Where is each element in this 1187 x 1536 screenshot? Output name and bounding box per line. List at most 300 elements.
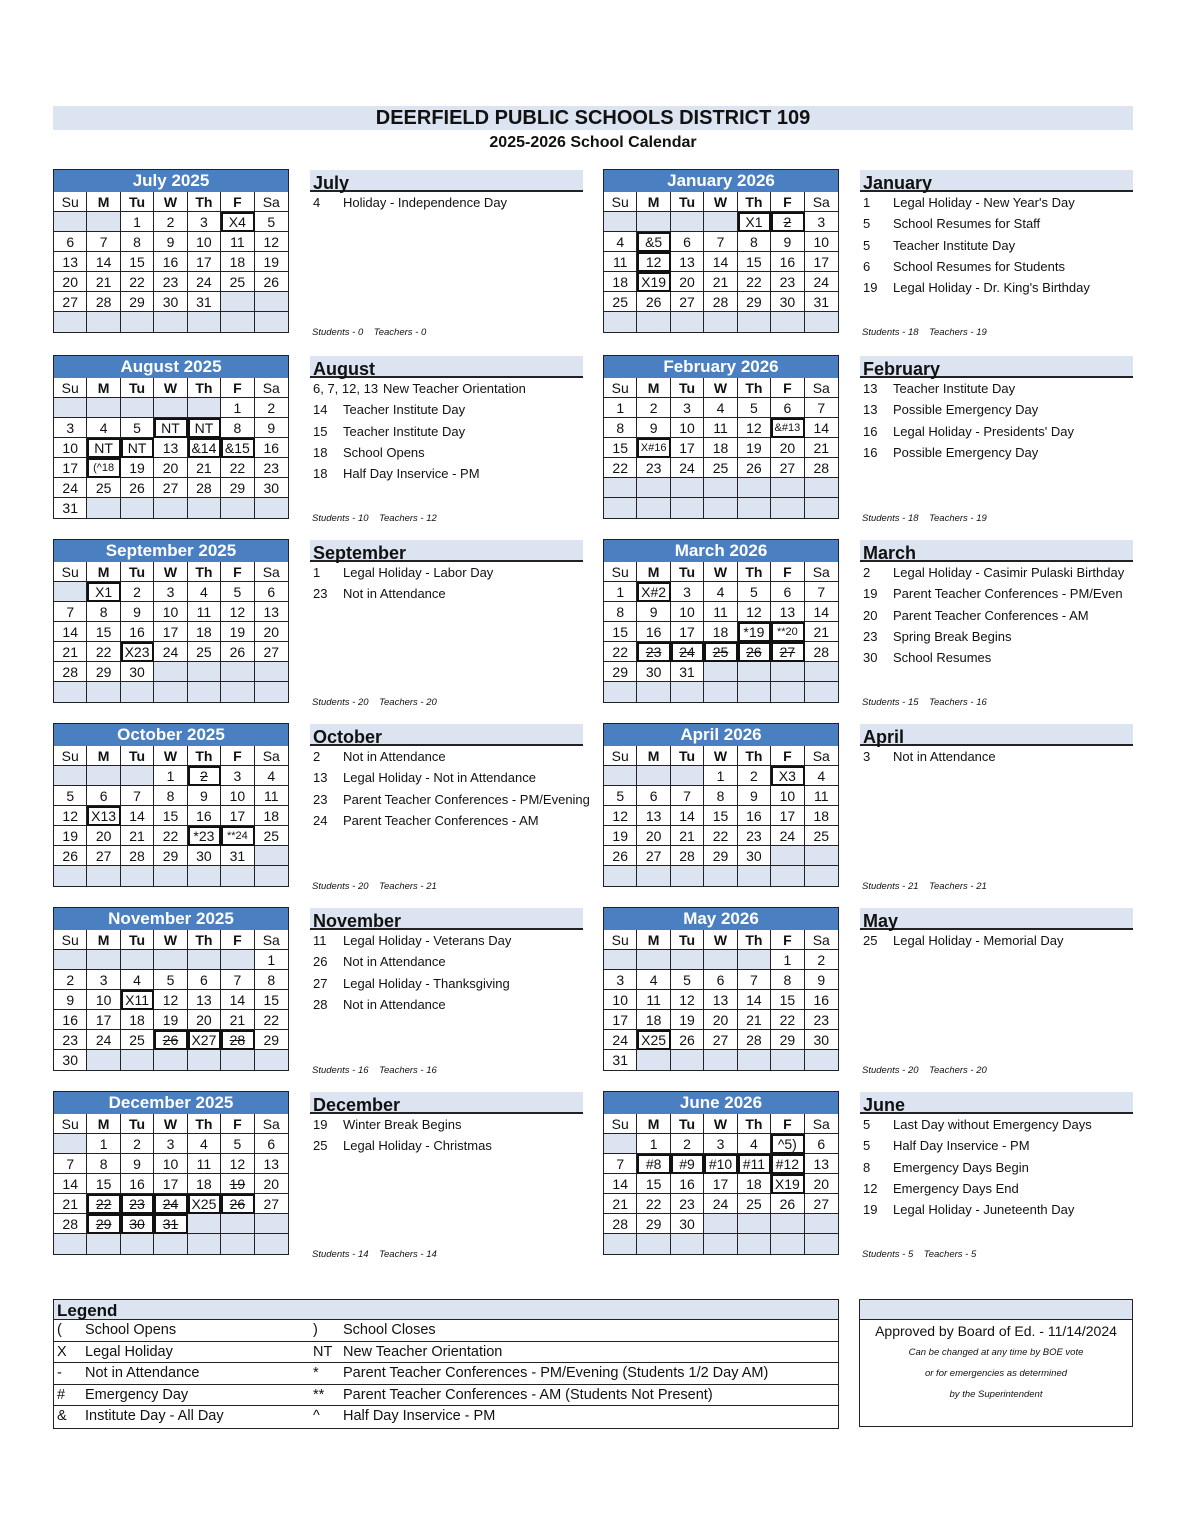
- day-cell: [771, 1214, 804, 1234]
- day-cell: 15: [704, 806, 737, 826]
- attendance-counts: Students - 16 Teachers - 16: [312, 1065, 437, 1076]
- month-grid: [54, 562, 288, 702]
- legend-label: Not in Attendance: [85, 1365, 200, 1381]
- day-cell: 23: [738, 826, 771, 846]
- day-cell: 28: [54, 662, 87, 682]
- day-cell: 6: [255, 582, 288, 602]
- day-cell: [221, 1050, 254, 1070]
- day-header: F: [221, 746, 254, 766]
- day-header: M: [87, 562, 120, 582]
- month-events-dec: [310, 1092, 583, 1157]
- day-cell: 24: [188, 272, 221, 292]
- day-cell: 10: [154, 1154, 187, 1174]
- day-cell: 19: [671, 1010, 704, 1030]
- day-cell: 18: [121, 1010, 154, 1030]
- day-cell: 6: [188, 970, 221, 990]
- event-item: [310, 442, 583, 463]
- month-grid: [54, 930, 288, 1070]
- day-cell: 17: [671, 438, 704, 458]
- day-cell: 28: [805, 458, 838, 478]
- day-cell: [221, 292, 254, 312]
- month-grid: [604, 562, 838, 702]
- day-cell: 9: [805, 970, 838, 990]
- day-header: Su: [604, 378, 637, 398]
- events-heading: May: [860, 908, 1133, 930]
- day-cell: [637, 478, 670, 498]
- day-header: Sa: [805, 562, 838, 582]
- day-cell: 22: [604, 642, 637, 662]
- day-cell: 14: [671, 806, 704, 826]
- day-cell: [604, 1134, 637, 1154]
- legend-title: Legend: [54, 1300, 838, 1320]
- day-cell: 28: [188, 478, 221, 498]
- day-cell: 12: [54, 806, 87, 826]
- day-cell: [87, 866, 120, 886]
- day-cell: 14: [805, 418, 838, 438]
- day-header: Th: [188, 562, 221, 582]
- event-item: [860, 647, 1133, 668]
- day-header: Su: [604, 192, 637, 212]
- legend-label: Parent Teacher Conferences - PM/Evening (Students 1/2 Day AM): [343, 1365, 769, 1381]
- event-date: 1: [863, 195, 871, 210]
- day-header: Tu: [671, 378, 704, 398]
- month-calendar-jun: [603, 1091, 839, 1255]
- day-cell: 17: [87, 1010, 120, 1030]
- event-date: 2: [863, 565, 871, 580]
- month-calendar-sep: [53, 539, 289, 703]
- event-item: [860, 277, 1133, 298]
- event-text: Not in Attendance: [343, 996, 446, 1012]
- day-cell: 3: [604, 970, 637, 990]
- day-cell: 3: [188, 212, 221, 232]
- attendance-counts: Students - 20 Teachers - 21: [312, 881, 437, 892]
- day-cell: [604, 766, 637, 786]
- legend-row: [54, 1320, 838, 1342]
- event-date: 5: [863, 1138, 871, 1154]
- event-date: 30: [863, 650, 878, 666]
- day-cell: 24: [54, 478, 87, 498]
- day-cell: [704, 312, 737, 332]
- day-cell: [738, 498, 771, 518]
- day-cell: 27: [805, 1194, 838, 1214]
- day-cell: [738, 478, 771, 498]
- day-cell: 4: [604, 232, 637, 252]
- event-text: Legal Holiday - Casimir Pulaski Birthday: [893, 565, 1125, 580]
- day-cell: 12: [154, 990, 187, 1010]
- day-cell: [221, 866, 254, 886]
- day-header: Th: [188, 192, 221, 212]
- event-date: 19: [863, 1202, 878, 1218]
- day-header: Sa: [255, 746, 288, 766]
- day-cell: [771, 498, 804, 518]
- day-cell: 8: [221, 418, 254, 438]
- day-cell: [54, 950, 87, 970]
- month-title: July 2025: [54, 170, 288, 192]
- day-cell: [87, 682, 120, 702]
- month-calendar-mar: [603, 539, 839, 703]
- legend-label: Institute Day - All Day: [85, 1408, 224, 1424]
- day-cell: 6: [54, 232, 87, 252]
- day-cell: 19: [255, 252, 288, 272]
- day-cell: 18: [637, 1010, 670, 1030]
- day-cell: [604, 1234, 637, 1254]
- day-header: F: [221, 1114, 254, 1134]
- day-cell: 24: [604, 1030, 637, 1050]
- day-cell: X13: [87, 806, 120, 826]
- day-cell: 5: [154, 970, 187, 990]
- day-cell: [805, 312, 838, 332]
- day-cell: [771, 312, 804, 332]
- event-text: Legal Holiday - Memorial Day: [893, 933, 1064, 948]
- day-cell: 30: [121, 1214, 154, 1234]
- event-text: School Resumes for Staff: [893, 216, 1041, 232]
- page-title: DEERFIELD PUBLIC SCHOOLS DISTRICT 109: [53, 106, 1133, 130]
- day-header: Th: [188, 746, 221, 766]
- day-cell: [221, 950, 254, 970]
- event-text: Spring Break Begins: [893, 628, 1012, 644]
- event-date: 4: [313, 195, 321, 210]
- day-cell: 4: [188, 582, 221, 602]
- events-heading: September: [310, 540, 583, 562]
- day-cell: [805, 1234, 838, 1254]
- day-cell: 16: [188, 806, 221, 826]
- day-header: M: [87, 192, 120, 212]
- day-cell: 3: [671, 398, 704, 418]
- day-cell: 23: [637, 458, 670, 478]
- day-cell: 28: [805, 642, 838, 662]
- day-cell: 4: [87, 418, 120, 438]
- day-cell: X19: [637, 272, 670, 292]
- day-cell: 23: [771, 272, 804, 292]
- day-cell: 12: [637, 252, 670, 272]
- day-cell: [805, 662, 838, 682]
- day-header: W: [704, 930, 737, 950]
- day-cell: [738, 1050, 771, 1070]
- day-cell: [671, 1234, 704, 1254]
- event-date: 18: [313, 444, 328, 460]
- day-header: Sa: [255, 930, 288, 950]
- day-cell: 9: [121, 1154, 154, 1174]
- day-cell: 17: [771, 806, 804, 826]
- month-events-sep: [310, 540, 583, 605]
- event-text: Legal Holiday - Labor Day: [343, 565, 494, 580]
- day-cell: [121, 682, 154, 702]
- event-date: 25: [313, 1138, 328, 1154]
- day-cell: 23: [255, 458, 288, 478]
- day-cell: 29: [87, 1214, 120, 1234]
- day-cell: 6: [671, 232, 704, 252]
- month-title: March 2026: [604, 540, 838, 562]
- day-cell: [805, 1050, 838, 1070]
- day-cell: [221, 1214, 254, 1234]
- day-cell: 22: [604, 458, 637, 478]
- event-text: Teacher Institute Day: [343, 423, 466, 439]
- day-cell: 15: [87, 1174, 120, 1194]
- day-cell: [255, 1234, 288, 1254]
- day-cell: [738, 1234, 771, 1254]
- month-grid: [54, 192, 288, 332]
- day-header: Su: [54, 1114, 87, 1134]
- legend-label: New Teacher Orientation: [343, 1343, 503, 1360]
- day-cell: 22: [255, 1010, 288, 1030]
- day-cell: [704, 498, 737, 518]
- day-header: W: [704, 746, 737, 766]
- day-cell: 27: [771, 642, 804, 662]
- day-cell: [188, 312, 221, 332]
- day-cell: 10: [188, 232, 221, 252]
- month-grid: [54, 378, 288, 518]
- day-cell: 21: [704, 272, 737, 292]
- day-cell: 31: [671, 662, 704, 682]
- day-cell: 20: [704, 1010, 737, 1030]
- day-cell: [805, 846, 838, 866]
- day-header: Th: [738, 930, 771, 950]
- month-grid: [604, 746, 838, 886]
- day-cell: [154, 498, 187, 518]
- event-item: [860, 256, 1133, 277]
- day-cell: 16: [805, 990, 838, 1010]
- day-cell: 30: [805, 1030, 838, 1050]
- event-item: [860, 626, 1133, 647]
- day-cell: 8: [604, 602, 637, 622]
- day-cell: 11: [805, 786, 838, 806]
- event-item: [860, 746, 1133, 767]
- header: [53, 106, 1133, 152]
- day-cell: 22: [121, 272, 154, 292]
- day-cell: [188, 1234, 221, 1254]
- day-cell: 27: [771, 458, 804, 478]
- month-grid: [604, 192, 838, 332]
- day-cell: 22: [221, 458, 254, 478]
- legend-label: Half Day Inservice - PM: [343, 1408, 496, 1424]
- day-cell: [738, 866, 771, 886]
- day-cell: [738, 950, 771, 970]
- day-cell: [121, 766, 154, 786]
- day-cell: 8: [704, 786, 737, 806]
- day-cell: 31: [154, 1214, 187, 1234]
- event-date: 5: [863, 237, 871, 253]
- day-cell: 22: [704, 826, 737, 846]
- day-cell: 2: [54, 970, 87, 990]
- day-cell: 26: [54, 846, 87, 866]
- day-cell: 1: [637, 1134, 670, 1154]
- events-heading: July: [310, 170, 583, 192]
- day-header: M: [87, 378, 120, 398]
- day-cell: 31: [805, 292, 838, 312]
- month-title: January 2026: [604, 170, 838, 192]
- day-cell: 30: [54, 1050, 87, 1070]
- day-header: F: [221, 378, 254, 398]
- day-cell: &5: [637, 232, 670, 252]
- event-text: Last Day without Emergency Days: [893, 1117, 1092, 1132]
- day-cell: 9: [637, 602, 670, 622]
- day-cell: (^18: [87, 458, 120, 478]
- day-cell: 24: [154, 1194, 187, 1214]
- legend-label: School Closes: [343, 1322, 436, 1338]
- event-date: 19: [863, 280, 878, 296]
- day-cell: &#13: [771, 418, 804, 438]
- day-header: F: [771, 1114, 804, 1134]
- day-header: W: [154, 192, 187, 212]
- day-header: Su: [604, 1114, 637, 1134]
- day-cell: 7: [704, 232, 737, 252]
- event-text: Legal Holiday - Presidents' Day: [893, 423, 1074, 439]
- day-cell: 5: [255, 212, 288, 232]
- day-cell: 6: [771, 582, 804, 602]
- event-date: 15: [313, 423, 328, 439]
- day-cell: 2: [671, 1134, 704, 1154]
- day-cell: 15: [637, 1174, 670, 1194]
- event-item: [310, 1114, 583, 1135]
- event-item: [860, 1178, 1133, 1199]
- day-cell: 7: [54, 602, 87, 622]
- day-cell: 31: [54, 498, 87, 518]
- day-cell: [121, 950, 154, 970]
- day-cell: [87, 1234, 120, 1254]
- day-header: Tu: [121, 192, 154, 212]
- day-cell: 14: [87, 252, 120, 272]
- day-cell: 19: [604, 826, 637, 846]
- day-cell: [805, 478, 838, 498]
- day-cell: 5: [121, 418, 154, 438]
- day-cell: 12: [604, 806, 637, 826]
- day-cell: [121, 498, 154, 518]
- day-cell: 13: [704, 990, 737, 1010]
- event-text: Not in Attendance: [893, 749, 996, 764]
- event-date: 12: [863, 1180, 878, 1196]
- day-cell: 31: [188, 292, 221, 312]
- day-cell: 28: [738, 1030, 771, 1050]
- day-cell: 23: [671, 1194, 704, 1214]
- day-cell: [805, 866, 838, 886]
- day-cell: 13: [154, 438, 187, 458]
- day-header: Tu: [121, 1114, 154, 1134]
- day-cell: 28: [121, 846, 154, 866]
- day-cell: 10: [771, 786, 804, 806]
- month-calendar-dec: [53, 1091, 289, 1255]
- day-cell: 4: [255, 766, 288, 786]
- event-text: Parent Teacher Conferences - PM/Even: [893, 586, 1123, 602]
- day-cell: [154, 662, 187, 682]
- day-cell: 23: [54, 1030, 87, 1050]
- day-cell: 4: [805, 766, 838, 786]
- day-cell: 25: [805, 826, 838, 846]
- day-cell: **24: [221, 826, 254, 846]
- day-header: Tu: [121, 746, 154, 766]
- month-events-feb: [860, 356, 1133, 463]
- day-cell: 25: [704, 458, 737, 478]
- legend-symbol: #: [57, 1386, 66, 1403]
- day-cell: 26: [671, 1030, 704, 1050]
- day-cell: 20: [188, 1010, 221, 1030]
- day-cell: 21: [54, 1194, 87, 1214]
- day-cell: 14: [704, 252, 737, 272]
- day-cell: [771, 1234, 804, 1254]
- events-heading: January: [860, 170, 1133, 192]
- day-cell: 13: [771, 602, 804, 622]
- day-cell: 8: [738, 232, 771, 252]
- day-cell: [637, 498, 670, 518]
- day-cell: 6: [805, 1134, 838, 1154]
- day-header: Sa: [805, 378, 838, 398]
- day-cell: 19: [221, 622, 254, 642]
- day-cell: [704, 866, 737, 886]
- event-date: 6, 7, 12, 13: [313, 381, 379, 396]
- event-date: 26: [313, 954, 328, 970]
- day-cell: 2: [188, 766, 221, 786]
- day-cell: 28: [704, 292, 737, 312]
- day-cell: 19: [738, 438, 771, 458]
- day-cell: 20: [154, 458, 187, 478]
- day-cell: 2: [738, 766, 771, 786]
- day-cell: 18: [255, 806, 288, 826]
- day-cell: 23: [637, 642, 670, 662]
- approval-box: [859, 1299, 1133, 1427]
- month-calendar-may: [603, 907, 839, 1071]
- day-cell: [637, 682, 670, 702]
- day-cell: 31: [604, 1050, 637, 1070]
- day-cell: 27: [87, 846, 120, 866]
- event-text: Legal Holiday - Christmas: [343, 1138, 492, 1154]
- day-cell: 15: [604, 622, 637, 642]
- day-cell: 4: [637, 970, 670, 990]
- day-cell: NT: [87, 438, 120, 458]
- event-item: [860, 399, 1133, 420]
- day-cell: 20: [805, 1174, 838, 1194]
- day-cell: 24: [671, 458, 704, 478]
- day-cell: 8: [771, 970, 804, 990]
- day-header: Th: [738, 192, 771, 212]
- day-cell: 21: [604, 1194, 637, 1214]
- day-header: W: [154, 562, 187, 582]
- day-cell: [87, 312, 120, 332]
- day-cell: 20: [771, 438, 804, 458]
- day-cell: [671, 950, 704, 970]
- day-cell: 27: [255, 1194, 288, 1214]
- day-cell: 7: [87, 232, 120, 252]
- day-header: F: [221, 562, 254, 582]
- day-header: Sa: [255, 378, 288, 398]
- day-cell: 2: [121, 582, 154, 602]
- day-cell: 26: [771, 1194, 804, 1214]
- day-cell: 8: [87, 602, 120, 622]
- day-cell: [704, 1234, 737, 1254]
- day-cell: 30: [738, 846, 771, 866]
- day-cell: [738, 682, 771, 702]
- day-cell: 8: [154, 786, 187, 806]
- day-cell: 12: [738, 418, 771, 438]
- day-cell: 11: [188, 602, 221, 622]
- day-cell: [771, 662, 804, 682]
- event-text: Parent Teacher Conferences - AM: [343, 812, 539, 828]
- event-item: [860, 930, 1133, 951]
- day-cell: #11: [738, 1154, 771, 1174]
- day-cell: 29: [154, 846, 187, 866]
- day-cell: 9: [738, 786, 771, 806]
- day-cell: 27: [704, 1030, 737, 1050]
- day-cell: 20: [54, 272, 87, 292]
- event-item: [310, 746, 583, 767]
- day-cell: 17: [221, 806, 254, 826]
- day-cell: 23: [805, 1010, 838, 1030]
- day-cell: X23: [121, 642, 154, 662]
- approval-text: Approved by Board of Ed. - 11/14/2024: [875, 1323, 1117, 1339]
- day-cell: 1: [604, 582, 637, 602]
- day-cell: 2: [255, 398, 288, 418]
- day-cell: 29: [221, 478, 254, 498]
- month-grid: [54, 746, 288, 886]
- day-cell: 7: [221, 970, 254, 990]
